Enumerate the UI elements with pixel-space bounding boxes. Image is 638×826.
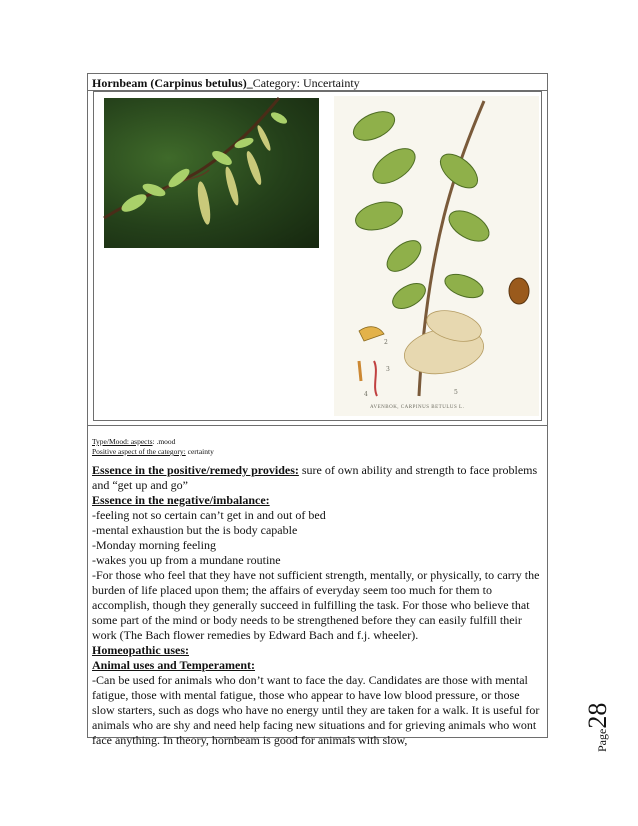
negative-line: -For those who feel that they have not sufficient strength, mentally, or physically, to carry the burden of life placed upon them; the affairs of everyday seem too much for them to accomplish, though they generally succeed in fulfilling the task. For those who believe that some part of the mind or body needs to be strengthened before they can easily fulfill their work (The Bach flower remedies by Edward Bach and f.j. wheeler). (92, 568, 540, 642)
category-label: Category: Uncertainty (252, 76, 360, 90)
type-mood-label: Type/Mood: aspects (92, 437, 153, 446)
plate-number-5: 5 (454, 389, 458, 396)
plate-number-4: 4 (364, 391, 368, 398)
negative-line: -mental exhaustion but the is body capable (92, 523, 298, 537)
negative-essence-label: Essence in the negative/imbalance: (92, 493, 270, 507)
page-number (583, 692, 623, 752)
type-mood-line (92, 437, 547, 447)
positive-aspect-value: certainty (185, 447, 214, 456)
content-frame (87, 73, 548, 747)
essence-section (88, 457, 547, 748)
catkin-branch-image (104, 98, 319, 248)
plate-number-2: 2 (384, 339, 388, 346)
plate-number-3: 3 (386, 366, 390, 373)
hornbeam-plate-image (334, 96, 539, 416)
plant-name: Hornbeam (Carpinus betulus) (92, 76, 247, 90)
animal-uses-text: -Can be used for animals who don’t want to face the day. Candidates are those with mental fatigue, those with mental fatigue, those who appear to have low blood pressure, or those slow starters, such as dogs who have no energy until they are taken for a walk. It is useful for animals who are shy and need help facing new situations and for grieving animals who wont face anything. In theory, hornbeam is good for animals with slow, (92, 673, 540, 747)
hornbeam-photo (104, 98, 319, 248)
page-number-value: 28 (583, 702, 612, 729)
header-separator: _ (246, 76, 253, 90)
positive-essence-label: Essence in the positive/remedy provides: (92, 463, 299, 477)
image-row (88, 91, 547, 426)
negative-line: -feeling not so certain can’t get in and out of bed (92, 508, 326, 522)
negative-line: -Monday morning feeling (92, 538, 216, 552)
botanical-illustration (334, 96, 539, 416)
entry-header (88, 74, 547, 91)
image-box (93, 91, 542, 421)
homeopathic-uses-label: Homeopathic uses: (92, 643, 189, 657)
positive-aspect-line (92, 447, 547, 457)
mood-section (88, 426, 547, 457)
animal-uses-label: Animal uses and Temperament: (92, 658, 256, 672)
illustration-caption: AVENBOK, CARPINUS BETULUS L. (370, 405, 465, 410)
positive-essence (92, 463, 541, 493)
positive-essence-text: sure of own ability and strength to face problems and “get up and go” (92, 463, 538, 492)
page-label: Page (595, 728, 609, 752)
positive-aspect-label: Positive aspect of the category: (92, 447, 186, 456)
negative-line: -wakes you up from a mundane routine (92, 553, 281, 567)
type-mood-value: : .mood (152, 437, 176, 446)
